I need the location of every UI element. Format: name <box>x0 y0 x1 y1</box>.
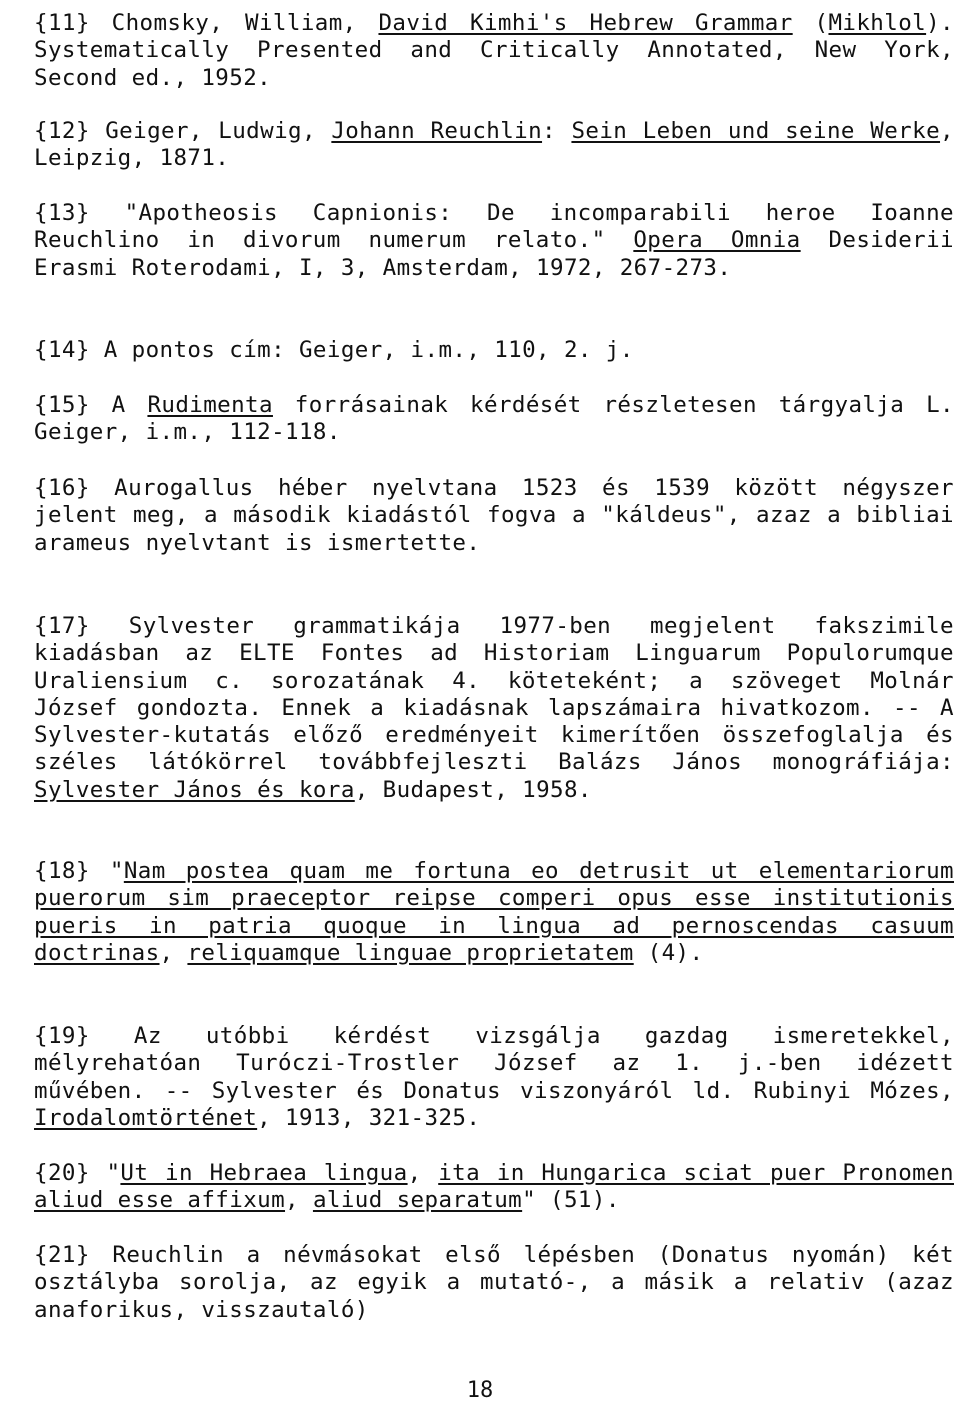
footnote-text: {15} A <box>34 392 148 418</box>
footnote-text: , Budapest, 1958. <box>354 776 592 803</box>
underlined-title: Irodalomtörténet <box>34 1104 258 1131</box>
footnote-text: (4). <box>633 939 704 966</box>
footnote-text: , 1913, 321-325. <box>257 1104 481 1131</box>
footnote-16 <box>34 475 954 557</box>
underlined-title: ita in Hungarica sciat puer Pronomen aliud esse affixum <box>34 1160 954 1214</box>
footnote-text: ( <box>792 10 829 36</box>
footnote-text: {20} " <box>34 1160 121 1186</box>
footnote-11 <box>34 10 954 92</box>
footnote-text: {19} Az utóbbi kérdést vizsgálja gazdag ismeretekkel, mélyrehatóan Turóczi-Trostler József az 1. j.-ben idézett művében. -- Sylvester és Donatus viszonyáról ld. Rubinyi Mózes, <box>34 1023 954 1104</box>
footnote-text: , <box>159 939 188 966</box>
underlined-title: Johann Reuchlin <box>331 118 543 144</box>
footnote-text: Desiderii Erasmi Roterodami, I, 3, Amsterdam, 1972, 267-273. <box>34 227 954 281</box>
footnote-text: {12} Geiger, Ludwig, <box>34 118 332 144</box>
footnote-15 <box>34 392 954 447</box>
footnote-text: , Leipzig, 1871. <box>34 118 954 172</box>
footnote-text: : <box>542 118 572 144</box>
underlined-title: Nam postea quam me fortuna eo detrusit ut elementariorum puerorum sim praeceptor reipse comperi opus esse institutionis pueris in patria quoque in lingua ad pernoscendas casuum doctrinas <box>34 858 954 966</box>
underlined-title: Sein Leben und seine Werke <box>571 118 941 144</box>
footnote-text: , <box>407 1160 439 1186</box>
footnote-14 <box>34 337 954 364</box>
footnote-text: {18} " <box>34 858 124 884</box>
page-number: 18 <box>466 1378 494 1403</box>
footnote-19 <box>34 1023 954 1132</box>
footnote-text: {17} Sylvester grammatikája 1977-ben megjelent fakszimile kiadásban az ELTE Fontes ad Historiam Linguarum Populorumque Uraliensium c. sorozatának 4. köteteként; a szöveget Molnár József gondozta. Ennek a kiadásnak lapszámaira hivatkozom. -- A Sylvester-kutatás előző eredményeit kimerítően összefoglalja és széles látókörrel továbbfejleszti Balázs János monográfiája: <box>34 613 954 776</box>
underlined-title: Rudimenta <box>147 392 273 418</box>
underlined-title: aliud separatum <box>312 1187 523 1214</box>
footnote-17 <box>34 613 954 804</box>
underlined-title: David Kimhi's Hebrew Grammar <box>378 10 793 36</box>
footnote-text: {14} A pontos cím: Geiger, i.m., 110, 2. j. <box>34 337 634 363</box>
footnote-text: {13} "Apotheosis Capnionis: De incomparabili heroe Ioanne Reuchlino in divorum numerum relato." <box>34 200 954 254</box>
underlined-title: Opera Omnia <box>633 227 801 254</box>
footnote-18 <box>34 858 954 967</box>
footnote-21 <box>34 1242 954 1324</box>
footnote-text: {21} Reuchlin a névmásokat első lépésben (Donatus nyomán) két osztályba sorolja, az egyik a mutató-, a másik a relativ (azaz anaforikus, visszautaló) <box>34 1242 954 1323</box>
underlined-title: Mikhlol <box>828 10 927 36</box>
footnote-text: forrásainak kérdését részletesen tárgyalja L. Geiger, i.m., 112-118. <box>34 392 954 446</box>
footnote-13 <box>34 200 954 282</box>
footnote-text: " (51). <box>522 1187 620 1214</box>
footnote-text: {16} Aurogallus héber nyelvtana 1523 és 1539 között négyszer jelent meg, a második kiadástól fogva a "káldeus", azaz a bibliai arameus nyelvtant is ismertette. <box>34 475 954 556</box>
underlined-title: Ut in Hebraea lingua <box>120 1160 408 1186</box>
footnote-12 <box>34 118 954 173</box>
footnote-text: ). Systematically Presented and Critically Annotated, New York, Second ed., 1952. <box>34 10 954 91</box>
underlined-title: reliquamque linguae proprietatem <box>187 939 634 966</box>
footnote-20 <box>34 1160 954 1215</box>
underlined-title: Sylvester János és kora <box>34 776 355 803</box>
footnote-text: , <box>285 1187 313 1214</box>
footnote-text: {11} Chomsky, William, <box>34 10 379 36</box>
